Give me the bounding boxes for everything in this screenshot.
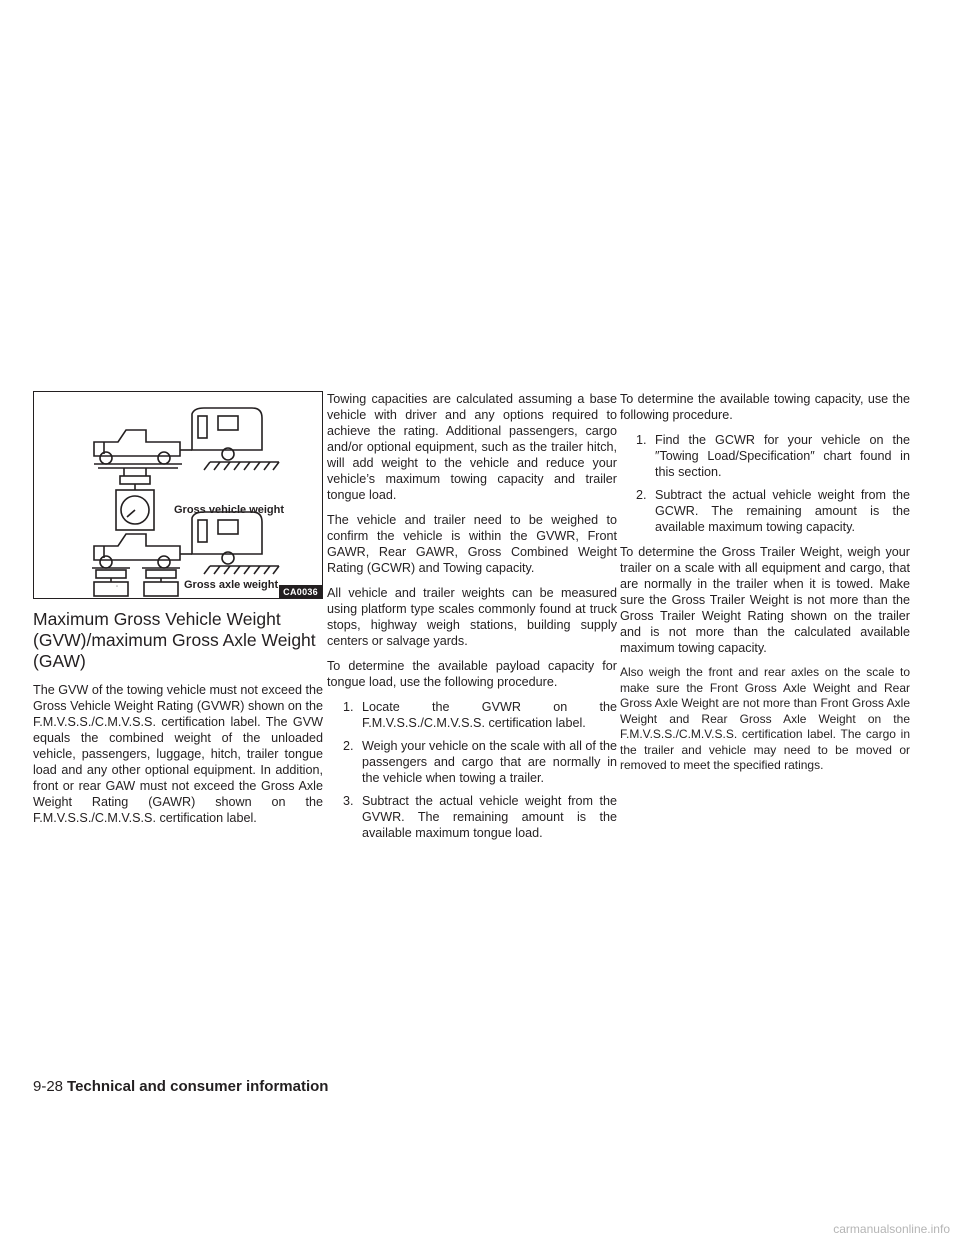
towing-intro-paragraph: To determine the available towing capacity, use the following procedure.: [620, 392, 910, 422]
axle-weigh-paragraph: Also weigh the front and rear axles on the scale to make sure the Front Gross Axle Weight and Rear Gross Axle Weight are not more than Front Gross Axle Weight and Rear Gross Axle Weight on the F.M.V.S.S./C.M.V.S.S. certification label. The cargo in the trailer and vehicle may need to be moved or removed to meet the specified ratings.: [620, 665, 910, 772]
page-number: 9-28: [33, 1078, 64, 1095]
gross-axle-weight-label: Gross axle weight: [184, 579, 279, 591]
list-item: [620, 487, 910, 535]
gvw-paragraph: The GVW of the towing vehicle must not exceed the Gross Vehicle Weight Rating (GVWR) shown on the F.M.V.S.S./C.M.V.S.S. certification label. The GVW equals the combined weight of the unloaded vehicle, passengers, luggage, hitch, trailer tongue load and any other optional equipment. In addition, front or rear GAW must not exceed the Gross Axle Weight Rating (GAWR) shown on the F.M.V.S.S./C.M.V.S.S. certification label.: [33, 683, 323, 825]
step-number: 2.: [343, 739, 354, 753]
list-item: [327, 738, 617, 786]
list-item: [620, 432, 910, 480]
step-text: Subtract the actual vehicle weight from the GCWR. The remaining amount is the available maximum towing capacity.: [655, 488, 910, 534]
section-title: Technical and consumer information: [67, 1078, 329, 1095]
step-number: 2.: [636, 488, 647, 502]
figure-code: CA0036: [279, 585, 322, 598]
truck-trailer-scale-illustration: [34, 392, 322, 598]
column-2: [327, 391, 617, 850]
step-text: Locate the GVWR on the F.M.V.S.S./C.M.V.S.S. certification label.: [362, 700, 617, 730]
step-text: Weigh your vehicle on the scale with all of the passengers and cargo that are normally in the vehicle when towing a trailer.: [362, 739, 617, 785]
step-text: Subtract the actual vehicle weight from the GVWR. The remaining amount is the available maximum tongue load.: [362, 794, 617, 840]
payload-intro-paragraph: To determine the available payload capacity for tongue load, use the following procedure.: [327, 659, 617, 689]
list-item: [327, 793, 617, 841]
towing-capacity-paragraph: Towing capacities are calculated assuming a base vehicle with driver and any options required to achieve the rating. Additional passengers, cargo and/or optional equipment, such as the trailer hitch, will add weight to the vehicle and reduce your vehicle’s maximum towing capacity and trailer tongue load.: [327, 392, 617, 502]
step-number: 1.: [343, 700, 354, 714]
list-item: [327, 699, 617, 731]
step-number: 3.: [343, 794, 354, 808]
payload-steps-list: [327, 699, 617, 841]
column-1: [33, 391, 323, 835]
column-3: [620, 391, 910, 783]
towing-steps-list: [620, 432, 910, 535]
gross-vehicle-weight-label: Gross vehicle weight: [174, 504, 285, 516]
section-heading: Maximum Gross Vehicle Weight (GVW)/maximum Gross Axle Weight (GAW): [33, 609, 316, 671]
page-footer: [33, 1078, 328, 1095]
watermark-text: carmanualsonline.info: [833, 1222, 950, 1236]
weigh-confirm-paragraph: The vehicle and trailer need to be weighed to confirm the vehicle is within the GVWR, Front GAWR, Rear GAWR, Gross Combined Weight Rating (GCWR) and Towing capacity.: [327, 513, 617, 575]
step-number: 1.: [636, 433, 647, 447]
weighing-figure: [33, 391, 323, 599]
step-text: Find the GCWR for your vehicle on the ″Towing Load/Specification″ chart found in this section.: [655, 433, 910, 479]
gross-trailer-weight-paragraph: To determine the Gross Trailer Weight, weigh your trailer on a scale with all equipment and cargo, that are normally in the trailer when it is towed. Make sure the Gross Trailer Weight is not more than the Gross Trailer Weight Rating shown on the trailer and is not more than the calculated available maximum towing capacity.: [620, 545, 910, 655]
platform-scales-paragraph: All vehicle and trailer weights can be measured using platform type scales commonly found at truck stops, highway weigh stations, building supply centers or salvage yards.: [327, 586, 617, 648]
